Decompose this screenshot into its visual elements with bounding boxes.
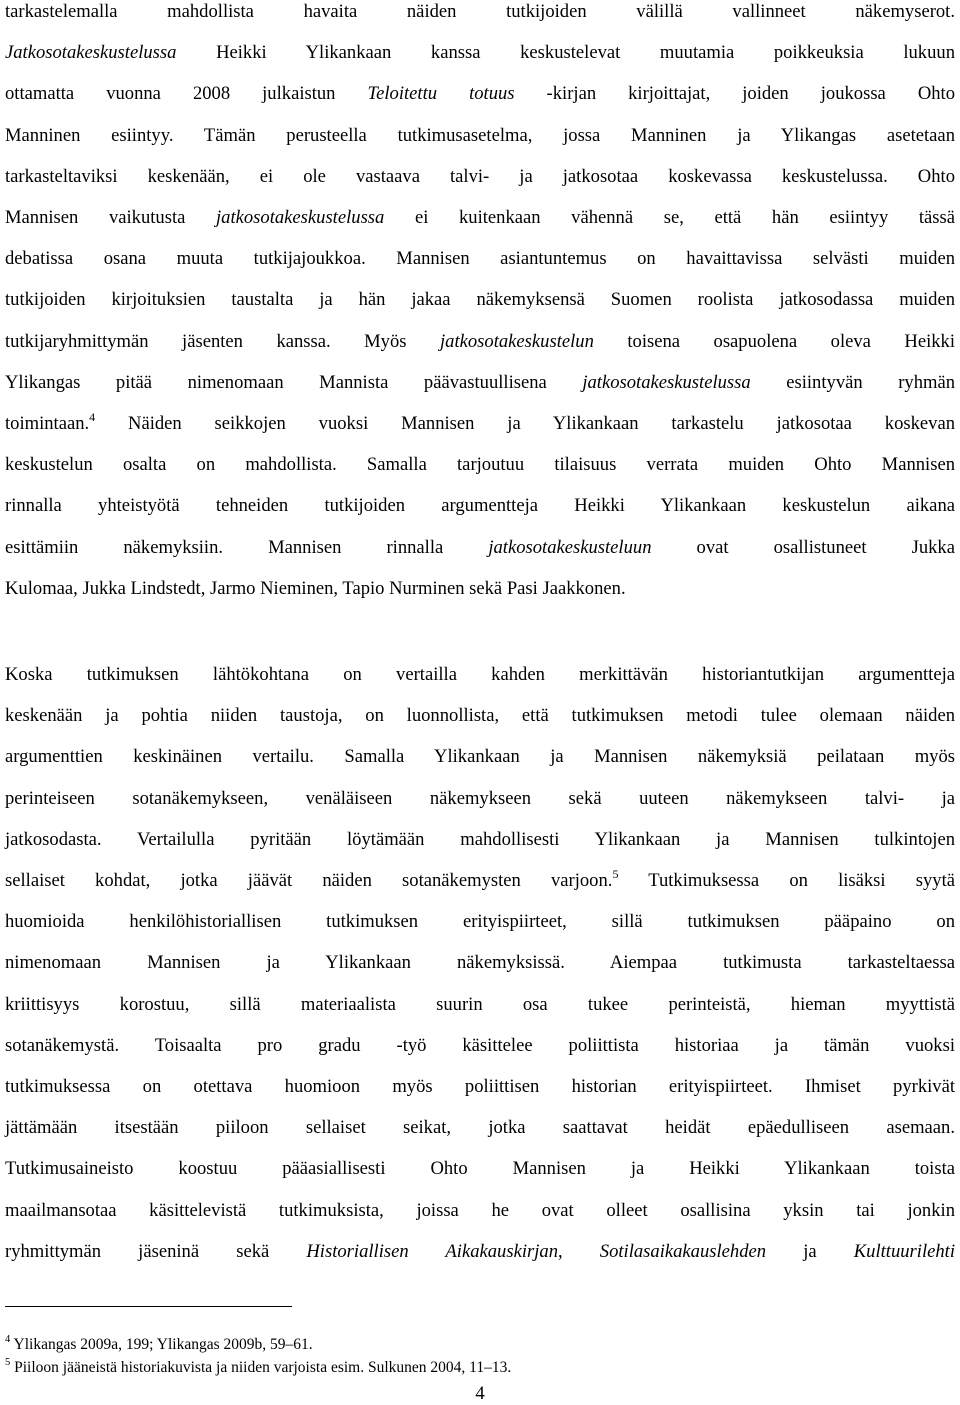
journal-title: Historiallisen Aikakauskirjan <box>306 1240 559 1262</box>
text-line: rinnalla yhteistyötä tehneiden tutkijoiden argumentteja Heikki Ylikankaan keskustelun aikana <box>5 495 955 517</box>
text-line: esittämiin näkemyksiin. Mannisen rinnalla jatkosotakeskusteluun ovat osallistuneet Jukka <box>5 536 955 558</box>
text-line: keskenään ja pohtia niiden taustoja, on luonnollista, että tutkimuksen metodi tulee olemaan näiden <box>5 705 955 727</box>
text-line: jatkosodasta. Vertailulla pyritään löytämään mahdollisesti Ylikankaan ja Mannisen tulkintojen <box>5 828 955 850</box>
footnote-number: 4 <box>5 1333 11 1345</box>
emphasis: jatkosotakeskustelussa <box>215 207 385 229</box>
text-line: jättämään itsestään piiloon sellaiset seikat, jotka saattavat heidät epäedulliseen asemaan. <box>5 1117 955 1139</box>
text-line: Tutkimusaineisto koostuu pääasiallisesti Ohto Mannisen ja Heikki Ylikankaan toista <box>5 1158 955 1180</box>
body-paragraph-1 <box>5 0 955 609</box>
text-line: huomioida henkilöhistoriallisen tutkimuksen erityispiirteet, sillä tutkimuksen pääpaino on <box>5 911 955 933</box>
text-line: ryhmittymän jäseninä sekä Historiallisen Aikakauskirjan, Sotilasaikakauslehden ja Kulttuurilehti <box>5 1240 956 1262</box>
footnote-divider <box>5 1306 292 1307</box>
footnote-number: 5 <box>5 1356 11 1368</box>
text-line: sellaiset kohdat, jotka jäävät näiden sotanäkemysten varjoon.$^5$ Tutkimuksessa on lisäksi syytä <box>5 866 955 892</box>
text-line: toimintaan.$^4$ Näiden seikkojen vuoksi Mannisen ja Ylikankaan tarkastelu jatkosotaa koskevan <box>5 409 955 435</box>
text-line: argumenttien keskinäinen vertailu. Samalla Ylikankaan ja Mannisen näkemyksiä peilataan myös <box>5 746 955 768</box>
footnote-5: $^5$ Piiloon jääneistä historiakuvista ja niiden varjoista esim. Sulkunen 2004, 11–13. <box>5 1356 512 1376</box>
text-line: tutkimuksessa on otettava huomioon myös poliittisen historian erityispiirteet. Ihmiset pyrkivät <box>5 1076 955 1098</box>
text-line: Ylikangas pitää nimenomaan Mannista päävastuullisena jatkosotakeskustelussa esiintyvän ryhmän <box>5 371 956 393</box>
text-line: kriittisyys korostuu, sillä materiaalista suurin osa tukee perinteistä, hieman myyttistä <box>5 993 955 1015</box>
text-line: ottamatta vuonna 2008 julkaistun Teloitettu totuus -kirjan kirjoittajat, joiden joukossa Ohto <box>5 83 956 105</box>
footnote-ref-4[interactable]: 4 <box>89 409 96 424</box>
emphasis: jatkosotakeskusteluun <box>488 536 652 558</box>
text-line: Manninen esiintyy. Tämän perusteella tutkimusasetelma, jossa Manninen ja Ylikangas asetetaan <box>5 124 955 146</box>
text-line: tutkijoiden kirjoituksien taustalta ja hän jakaa näkemyksensä Suomen roolista jatkosodassa muiden <box>5 289 955 311</box>
journal-title: Kulttuurilehti <box>853 1240 956 1262</box>
text-line: tarkasteltaviksi keskenään, ei ole vastaava talvi- ja jatkosotaa koskevassa keskustelussa. Ohto <box>5 165 955 187</box>
journal-title: Sotilasaikakauslehden <box>599 1240 767 1262</box>
text-line: Kulomaa, Jukka Lindstedt, Jarmo Nieminen, Tapio Nurminen sekä Pasi Jaakkonen. <box>5 577 626 599</box>
text-line: sotanäkemystä. Toisaalta pro gradu -työ käsittelee poliittista historiaa ja tämän vuoksi <box>5 1034 955 1056</box>
emphasis: jatkosotakeskustelussa <box>582 371 751 393</box>
text-line: nimenomaan Mannisen ja Ylikankaan näkemyksissä. Aiempaa tutkimusta tarkasteltaessa <box>5 952 955 974</box>
text-line: debatissa osana muuta tutkijajoukkoa. Mannisen asiantuntemus on havaittavissa selvästi muiden <box>5 248 955 270</box>
text-line: maailmansotaa käsittelevistä tutkimuksista, joissa he ovat olleet osallisina yksin tai jonkin <box>5 1199 955 1221</box>
text-line: perinteiseen sotanäkemykseen, venäläiseen näkemykseen sekä uuteen näkemykseen talvi- ja <box>5 787 955 809</box>
page-number: 4 <box>475 1383 485 1404</box>
text-line: tarkastelemalla mahdollista havaita näiden tutkijoiden välillä vallinneet näkemyserot. <box>5 1 955 22</box>
emphasis: Jatkosotakeskustelussa <box>5 42 177 64</box>
footnote-4: $^4$ Ylikangas 2009a, 199; Ylikangas 2009b, 59–61. <box>5 1333 313 1353</box>
text-line: Jatkosotakeskustelussa Heikki Ylikankaan kanssa keskustelevat muutamia poikkeuksia lukuun <box>5 42 955 64</box>
text-line: tutkijaryhmittymän jäsenten kanssa. Myös jatkosotakeskustelun toisena osapuolena oleva Heikki <box>5 330 955 352</box>
text-line: keskustelun osalta on mahdollista. Samalla tarjoutuu tilaisuus verrata muiden Ohto Mannisen <box>5 454 955 476</box>
emphasis: jatkosotakeskustelun <box>440 330 594 352</box>
body-paragraph-2 <box>5 654 955 1272</box>
book-title: Teloitettu totuus <box>367 83 515 105</box>
footnote-ref-5[interactable]: 5 <box>612 866 619 881</box>
text-line: Koska tutkimuksen lähtökohtana on vertailla kahden merkittävän historiantutkijan argumentteja <box>5 664 955 685</box>
text-line: Mannisen vaikutusta jatkosotakeskustelussa ei kuitenkaan vähennä se, että hän esiintyy tässä <box>5 207 955 229</box>
